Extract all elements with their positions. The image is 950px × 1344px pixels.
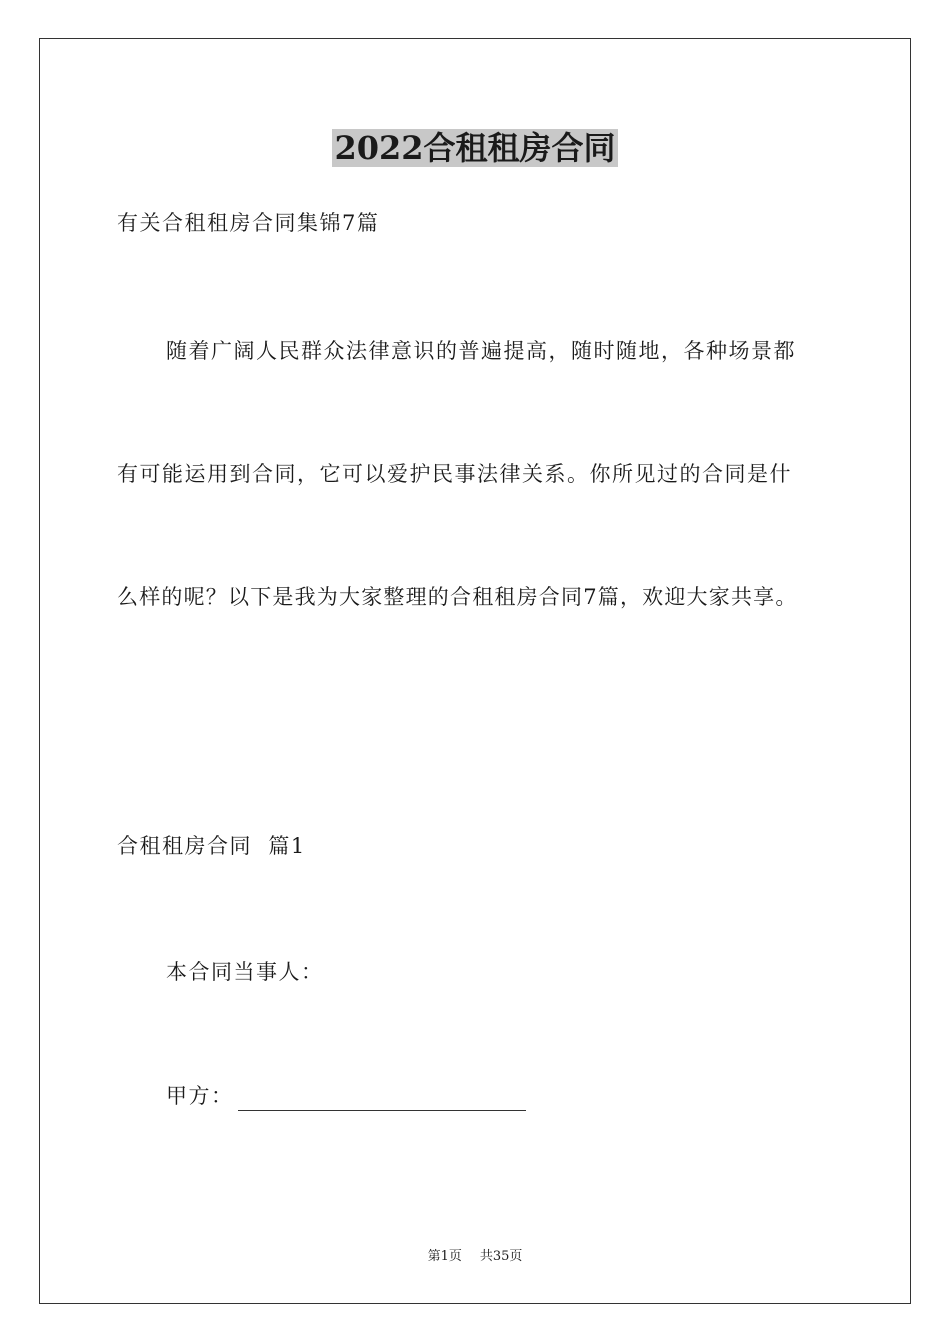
party-a-fill-line bbox=[238, 1088, 526, 1111]
intro-line-1: 随着广阔人民群众法律意识的普遍提高，随时随地，各种场景都 bbox=[166, 339, 796, 363]
document-title bbox=[0, 128, 950, 168]
parties-label: 本合同当事人： bbox=[166, 960, 324, 984]
page-current: 第1页 bbox=[427, 1249, 462, 1264]
document-subtitle: 有关合租租房合同集锦7篇 bbox=[117, 211, 380, 235]
intro-line-3: 么样的呢？以下是我为大家整理的合租租房合同7篇，欢迎大家共享。 bbox=[117, 585, 798, 609]
page-footer bbox=[0, 1248, 950, 1266]
page-total: 共35页 bbox=[479, 1249, 523, 1264]
party-a-row bbox=[166, 1081, 526, 1111]
section-heading: 合租租房合同 篇1 bbox=[117, 834, 306, 858]
document-title-text: 2022合租租房合同 bbox=[334, 129, 616, 167]
intro-line-2: 有可能运用到合同，它可以爱护民事法律关系。你所见过的合同是什 bbox=[117, 462, 792, 486]
party-a-label: 甲方： bbox=[166, 1084, 234, 1108]
